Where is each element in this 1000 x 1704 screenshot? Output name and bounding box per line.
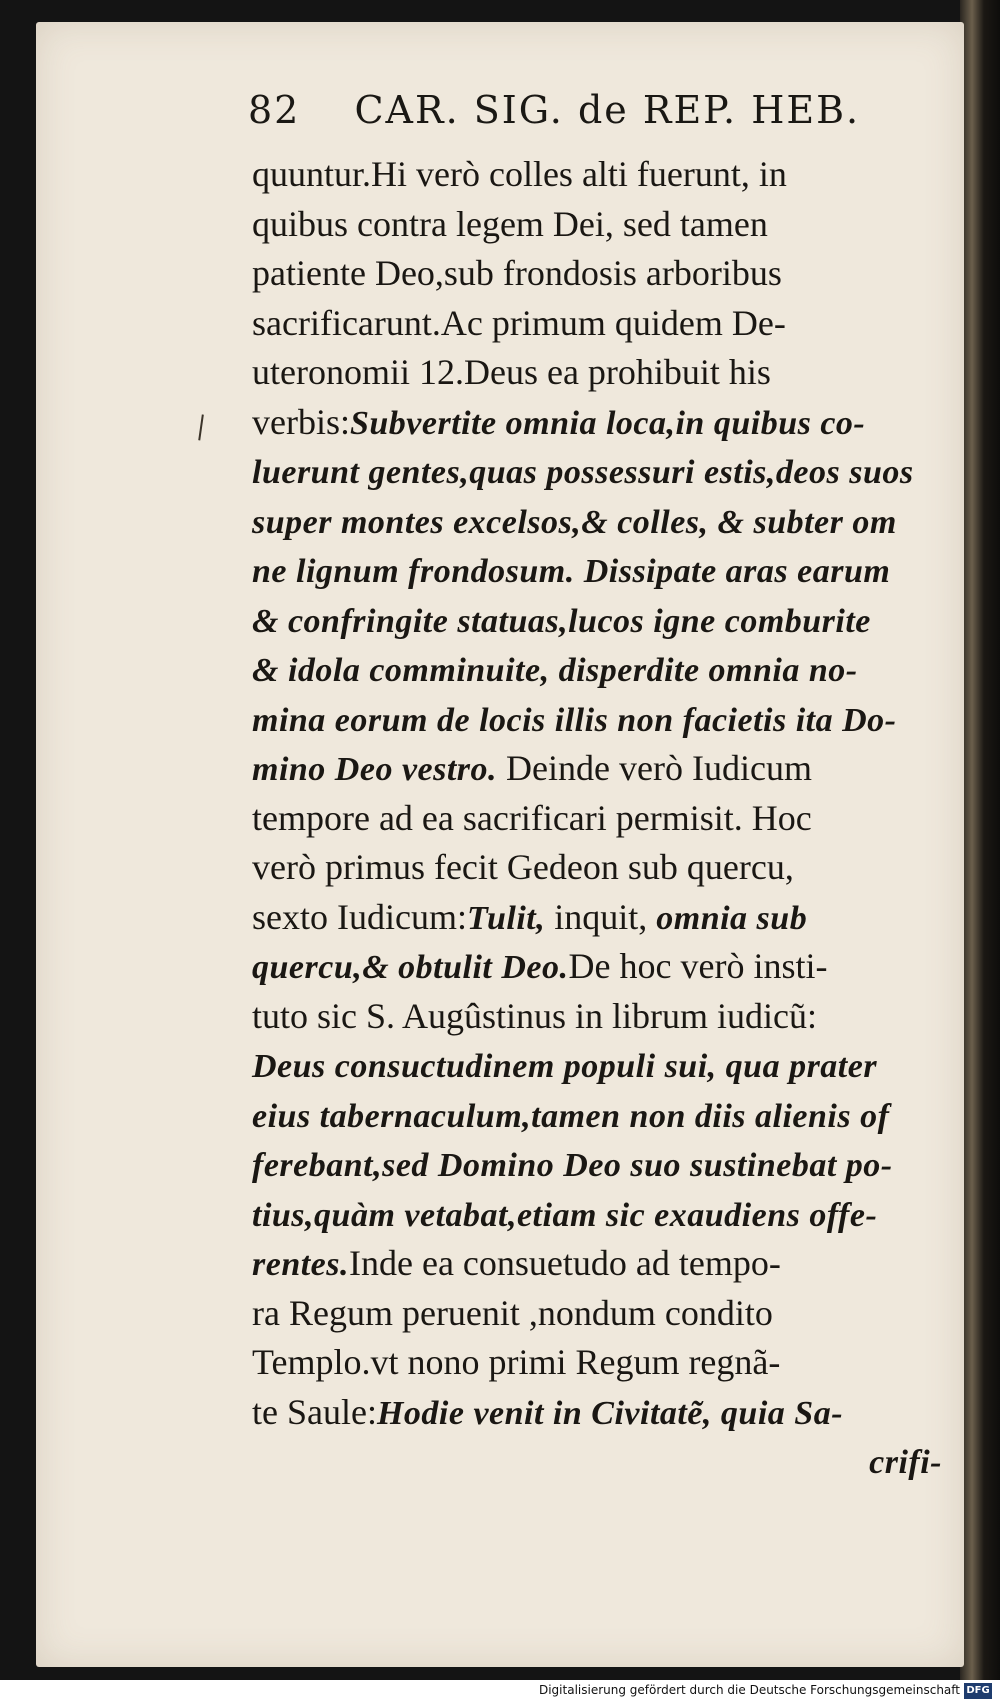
text-line <box>252 398 952 448</box>
roman-span: Templo.vt nono primi Regum regnã- <box>252 1342 781 1382</box>
text-line <box>252 794 952 844</box>
italic-span: Deus consuctudinem populi sui, qua prater <box>252 1048 878 1085</box>
roman-span: patiente Deo,sub frondosis arboribus <box>252 253 782 293</box>
roman-span: quibus contra legem Dei, sed tamen <box>252 203 768 244</box>
italic-span: Hodie venit in Civitatẽ, quia Sa- <box>376 1394 844 1432</box>
text-line <box>252 546 952 596</box>
roman-span: tuto sic S. Augûstinus in librum iudicũ: <box>252 995 818 1036</box>
italic-span: ferebant,sed Domino Deo suo sustinebat po- <box>252 1147 893 1184</box>
roman-span: verbis: <box>252 401 350 442</box>
italic-span: rentes. <box>252 1246 349 1283</box>
text-line <box>252 1388 952 1438</box>
text-line <box>252 1041 952 1091</box>
text-line <box>252 843 952 893</box>
roman-span: inquit, <box>545 896 657 937</box>
roman-span: quuntur.Hi verò colles alti fuerunt, in <box>252 154 787 194</box>
book-page-edges <box>960 0 1000 1680</box>
text-block <box>252 150 952 1487</box>
footer-bar <box>0 1680 1000 1704</box>
italic-span: mina eorum de locis illis non facietis ita Do- <box>252 701 897 739</box>
text-line <box>252 348 952 398</box>
text-line <box>252 645 952 695</box>
roman-span: Inde ea consuetudo ad tempo- <box>349 1243 781 1283</box>
running-title: CAR. SIG. de REP. HEB. <box>354 88 861 132</box>
text-line <box>252 596 952 646</box>
italic-span: quercu,& obtulit Deo. <box>252 949 569 986</box>
roman-span: tempore ad ea sacrificari permisit. Hoc <box>252 797 812 838</box>
text-line <box>252 1091 952 1141</box>
footer-credit: Digitalisierung gefördert durch die Deutsche Forschungsgemeinschaft <box>538 1683 960 1697</box>
italic-span: Tulit, <box>466 899 546 937</box>
text-line <box>252 447 952 497</box>
roman-span: uteronomii 12.Deus ea prohibuit his <box>252 352 771 392</box>
text-line <box>252 497 952 547</box>
roman-span: verò primus fecit Gedeon sub quercu, <box>252 847 794 887</box>
text-line <box>252 1289 952 1339</box>
roman-span: Deinde verò Iudicum <box>497 748 812 788</box>
text-line <box>252 1239 952 1289</box>
catchword <box>252 1437 952 1487</box>
roman-span: sacrificarunt.Ac primum quidem De- <box>252 302 786 343</box>
italic-span: & confringite statuas,lucos igne comburite <box>252 602 871 640</box>
text-line <box>252 992 952 1042</box>
roman-span: te Saule: <box>252 1391 377 1432</box>
italic-span: tius,quàm vetabat,etiam sic exaudiens offe- <box>252 1196 878 1234</box>
text-line <box>252 1338 952 1388</box>
running-head <box>248 88 888 148</box>
text-line <box>252 695 952 745</box>
catchword-text: crifi- <box>869 1444 942 1481</box>
text-line <box>252 893 952 943</box>
text-line <box>252 744 952 794</box>
text-line <box>252 1140 952 1190</box>
roman-span: ra Regum peruenit ,nondum condito <box>252 1292 773 1333</box>
text-line <box>252 249 952 299</box>
italic-span: omnia sub <box>656 899 808 937</box>
text-line <box>252 299 952 349</box>
text-line <box>252 150 952 200</box>
italic-span: mino Deo vestro. <box>252 751 498 788</box>
italic-span: super montes excelsos,& colles, & subter om <box>252 503 897 541</box>
italic-span: Subvertite omnia loca,in quibus co- <box>349 404 866 442</box>
italic-span: luerunt gentes,quas possessuri estis,deos suos <box>252 454 914 491</box>
text-line <box>252 200 952 250</box>
text-line <box>252 942 952 992</box>
italic-span: ne lignum frondosum. Dissipate aras earum <box>252 553 891 590</box>
italic-span: & idola comminuite, disperdite omnia no- <box>252 652 858 689</box>
italic-span: eius tabernaculum,tamen non diis alienis of <box>252 1097 890 1135</box>
roman-span: sexto Iudicum: <box>252 896 467 937</box>
page-number: 82 <box>248 88 301 132</box>
roman-span: De hoc verò insti- <box>568 946 828 986</box>
text-line <box>252 1190 952 1240</box>
dfg-logo: DFG <box>964 1683 992 1699</box>
